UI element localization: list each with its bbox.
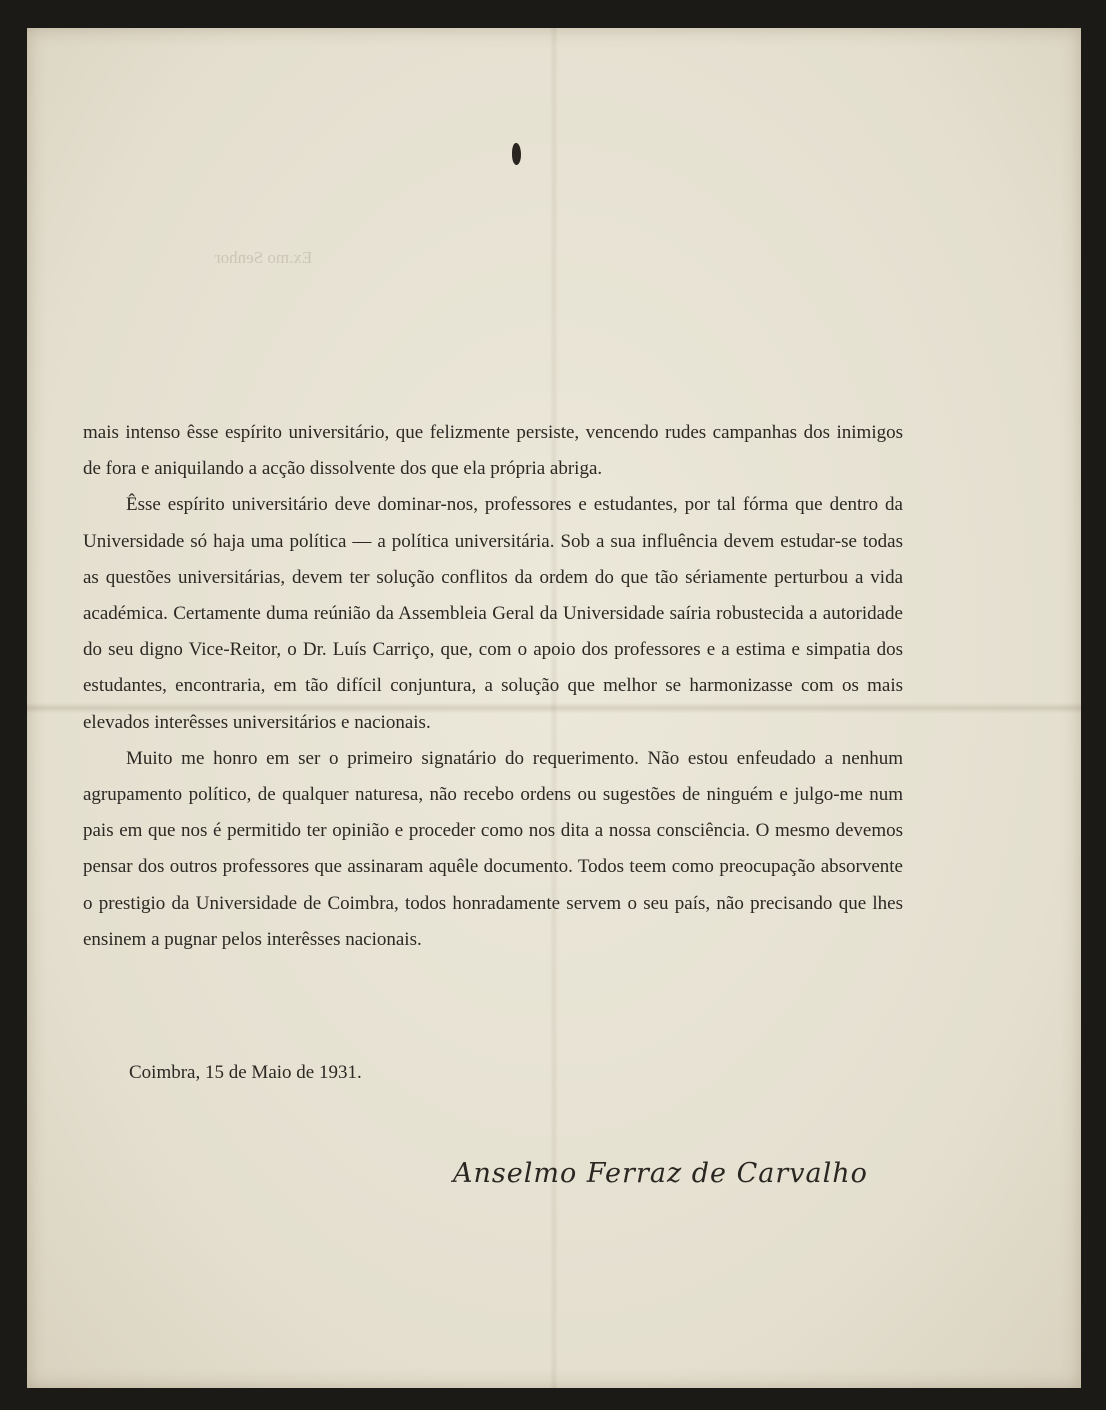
- paper-hole: [512, 143, 521, 165]
- dateline: Coimbra, 15 de Maio de 1931.: [129, 1062, 362, 1083]
- letter-body: [83, 415, 903, 958]
- bleed-through-salutation: Ex.mo Senhor: [215, 248, 313, 267]
- document-page: [27, 28, 1081, 1388]
- paragraph-1: mais intenso êsse espírito universitário, que felizmente persiste, vencendo rudes campanhas dos inimigos de fora e aniquilando a acção dissolvente dos que ela própria abriga.: [83, 422, 903, 480]
- signature: Anselmo Ferraz de Carvalho: [453, 1158, 868, 1189]
- paragraph-3: Muito me honro em ser o primeiro signatário do requerimento. Não estou enfeudado a nenhum agrupamento político, de qualquer naturesa, não recebo ordens ou sugestões de ninguém e julgo-me num pais em que nos é permitido ter opinião e proceder como nos dita a nossa consciência. O mesmo devemos pensar dos outros professores que assinaram aquêle documento. Todos teem como preocupação absorvente o prestigio da Universidade de Coimbra, todos honradamente servem o seu país, não precisando que lhes ensinem a pugnar pelos interêsses nacionais.: [83, 747, 903, 950]
- paragraph-2: Êsse espírito universitário deve dominar-nos, professores e estudantes, por tal fórma que dentro da Universidade só haja uma política — a política universitária. Sob a sua influência devem estudar-se todas as questões universitárias, devem ter solução conflitos da ordem do que tão sériamente perturbou a vida académica. Certamente duma reúnião da Assembleia Geral da Universidade saíria robustecida a autoridade do seu digno Vice-Reitor, o Dr. Luís Carriço, que, com o apoio dos professores e a estima e simpatia dos estudantes, encontraria, em tão difícil conjuntura, a solução que melhor se harmonizasse com os mais elevados interêsses universitários e nacionais.: [83, 494, 903, 733]
